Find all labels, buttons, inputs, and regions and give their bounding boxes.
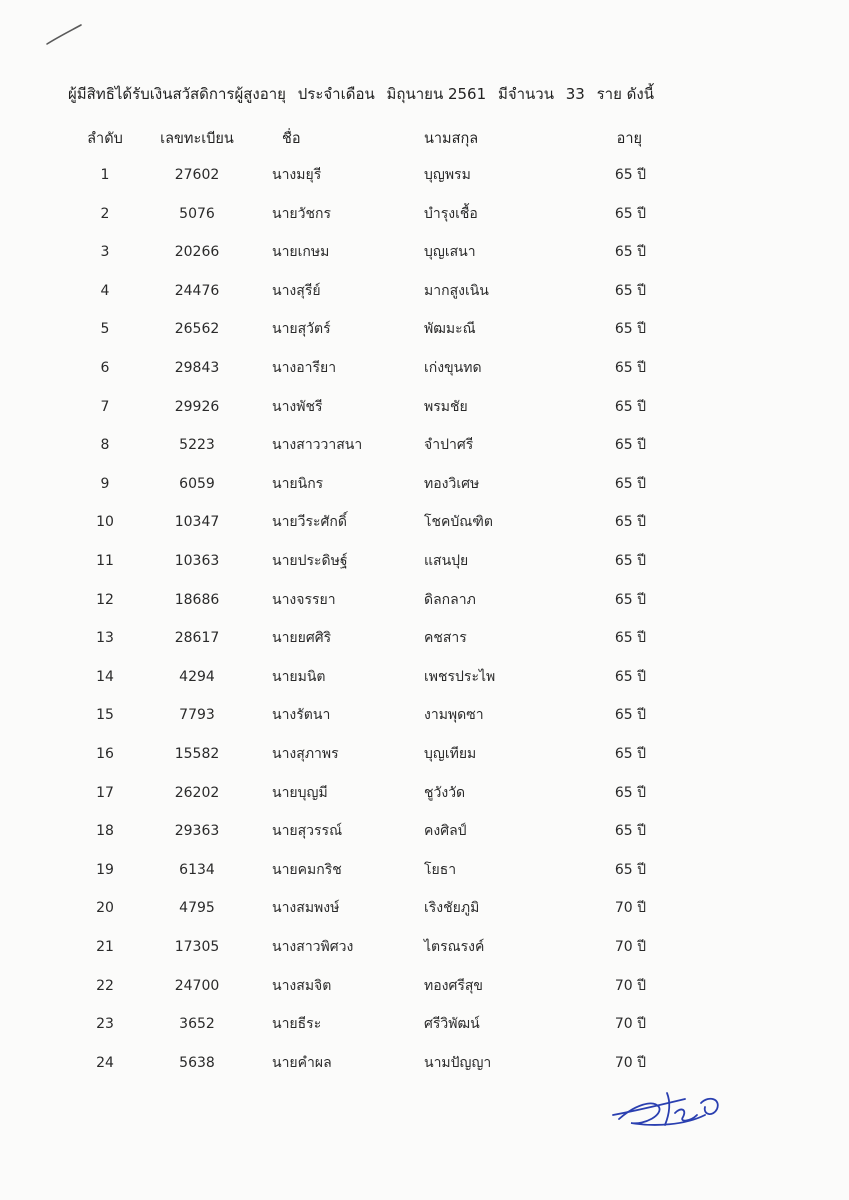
cell-no: 7 <box>100 398 110 415</box>
table-row <box>0 1012 849 1036</box>
cell-no: 23 <box>96 1016 114 1033</box>
cell-reg-id: 18686 <box>174 591 220 608</box>
cell-reg-id: 6059 <box>179 475 215 492</box>
cell-first-name: นายคมกริช <box>272 861 342 878</box>
cell-reg-id: 6134 <box>179 861 215 878</box>
cell-last-name: พรมชัย <box>424 398 468 415</box>
cell-no: 9 <box>100 475 110 492</box>
cell-reg-id: 20266 <box>174 244 220 261</box>
cell-no: 3 <box>100 244 110 261</box>
cell-age: 65 ปี <box>614 360 646 376</box>
cell-last-name: ชูวังวัด <box>424 784 466 801</box>
cell-age: 65 ปี <box>614 746 646 762</box>
table-row <box>0 472 849 496</box>
cell-reg-id: 15582 <box>174 746 220 762</box>
cell-reg-id: 10347 <box>174 514 220 531</box>
cell-last-name: เก่งขุนทด <box>424 360 482 376</box>
cell-first-name: นายยศศิริ <box>272 630 332 647</box>
cell-last-name: ทองศรีสุข <box>424 977 483 994</box>
table-row <box>0 240 849 264</box>
cell-reg-id: 27602 <box>174 167 220 183</box>
cell-first-name: นางสุรีย์ <box>272 282 321 299</box>
cell-no: 2 <box>100 205 110 222</box>
cell-first-name: นางสาวพิศวง <box>272 939 354 955</box>
table-row <box>0 1051 849 1075</box>
cell-age: 65 ปี <box>614 861 646 878</box>
cell-age: 70 ปี <box>614 977 646 994</box>
cell-reg-id: 26562 <box>174 321 220 338</box>
cell-first-name: นายเกษม <box>272 244 330 261</box>
cell-first-name: นายสุวรรณ์ <box>272 823 343 840</box>
table-row <box>0 935 849 959</box>
cell-last-name: โชคบัณฑิต <box>424 514 493 531</box>
column-header-reg-id: เลขทะเบียน <box>160 131 234 147</box>
cell-age: 65 ปี <box>614 437 646 454</box>
cell-last-name: บุญเสนา <box>424 244 476 261</box>
cell-no: 12 <box>96 591 114 608</box>
cell-first-name: นายบุญมี <box>272 784 328 801</box>
cell-last-name: คงศิลป์ <box>424 823 467 840</box>
column-header-age: อายุ <box>616 131 642 147</box>
cell-no: 24 <box>96 1054 114 1071</box>
column-header-last-name: นามสกุล <box>424 131 479 147</box>
table-row <box>0 549 849 573</box>
column-header-first-name: ชื่อ <box>282 131 301 147</box>
cell-reg-id: 3652 <box>179 1016 215 1033</box>
cell-last-name: ทองวิเศษ <box>424 475 480 492</box>
cell-last-name: นามปัญญา <box>424 1054 492 1071</box>
cell-age: 65 ปี <box>614 591 646 608</box>
table-row <box>0 974 849 998</box>
cell-reg-id: 4294 <box>179 668 215 685</box>
heading-period-label: ประจำเดือน <box>297 85 375 103</box>
table-row <box>0 395 849 419</box>
cell-first-name: นางจรรยา <box>272 591 336 608</box>
cell-reg-id: 10363 <box>174 553 220 569</box>
cell-first-name: นางสาววาสนา <box>272 437 363 454</box>
table-row <box>0 588 849 612</box>
heading-count: 33 <box>565 85 585 103</box>
heading-count-label: มีจำนวน <box>497 85 554 103</box>
cell-age: 65 ปี <box>614 398 646 415</box>
cell-age: 65 ปี <box>614 321 646 338</box>
cell-age: 70 ปี <box>614 1016 646 1033</box>
cell-last-name: ดิลกลาภ <box>424 591 476 608</box>
cell-reg-id: 28617 <box>174 630 220 647</box>
table-row <box>0 356 849 380</box>
pen-stroke-mark <box>44 22 84 48</box>
table-row <box>0 317 849 341</box>
heading-month-year: มิถุนายน 2561 <box>386 85 487 103</box>
cell-reg-id: 17305 <box>174 939 220 955</box>
table-row <box>0 510 849 534</box>
cell-reg-id: 4795 <box>179 900 215 917</box>
cell-age: 70 ปี <box>614 900 646 917</box>
cell-last-name: พัฒมะณี <box>424 321 476 338</box>
cell-age: 70 ปี <box>614 939 646 955</box>
cell-first-name: นางสุภาพร <box>272 746 339 762</box>
handwritten-signature <box>605 1085 725 1133</box>
cell-first-name: นายธีระ <box>272 1016 322 1033</box>
cell-age: 65 ปี <box>614 244 646 261</box>
cell-no: 21 <box>96 939 114 955</box>
cell-last-name: โยธา <box>424 861 457 878</box>
table-row <box>0 781 849 805</box>
heading-subject: ผู้มีสิทธิได้รับเงินสวัสดิการผู้สูงอายุ <box>68 85 286 103</box>
cell-age: 70 ปี <box>614 1054 646 1071</box>
cell-first-name: นางอารียา <box>272 360 337 376</box>
cell-reg-id: 5223 <box>179 437 215 454</box>
cell-age: 65 ปี <box>614 784 646 801</box>
cell-last-name: มากสูงเนิน <box>424 282 489 299</box>
cell-no: 17 <box>96 784 114 801</box>
cell-last-name: แสนปุย <box>424 553 469 569</box>
cell-no: 16 <box>96 746 114 762</box>
cell-last-name: บุญเทียม <box>424 746 477 762</box>
table-header-row <box>0 127 849 151</box>
cell-no: 10 <box>96 514 114 531</box>
cell-age: 65 ปี <box>614 282 646 299</box>
cell-no: 8 <box>100 437 110 454</box>
cell-first-name: นางสมพงษ์ <box>272 900 340 917</box>
cell-first-name: นางสมจิต <box>272 977 332 994</box>
document-heading <box>68 82 661 106</box>
cell-last-name: จำปาศรี <box>424 437 474 454</box>
cell-last-name: งามพุดซา <box>424 707 484 724</box>
cell-age: 65 ปี <box>614 823 646 840</box>
table-row <box>0 433 849 457</box>
cell-first-name: นายวัชกร <box>272 205 331 222</box>
cell-no: 22 <box>96 977 114 994</box>
column-header-no: ลำดับ <box>87 131 123 147</box>
table-row <box>0 665 849 689</box>
cell-reg-id: 26202 <box>174 784 220 801</box>
cell-no: 15 <box>96 707 114 724</box>
cell-no: 13 <box>96 630 114 647</box>
table-row <box>0 896 849 920</box>
table-row <box>0 858 849 882</box>
cell-reg-id: 29843 <box>174 360 220 376</box>
cell-last-name: ศรีวิพัฒน์ <box>424 1016 480 1033</box>
cell-reg-id: 24476 <box>174 282 220 299</box>
cell-age: 65 ปี <box>614 167 646 183</box>
cell-no: 11 <box>96 553 114 569</box>
heading-suffix: ราย ดังนี้ <box>596 85 654 103</box>
cell-first-name: นายประดิษฐ์ <box>272 553 348 569</box>
cell-age: 65 ปี <box>614 553 646 569</box>
cell-last-name: บำรุงเชื้อ <box>424 205 478 222</box>
cell-last-name: เริงชัยภูมิ <box>424 900 480 917</box>
table-row <box>0 279 849 303</box>
table-row <box>0 703 849 727</box>
cell-age: 65 ปี <box>614 475 646 492</box>
cell-no: 14 <box>96 668 114 685</box>
cell-reg-id: 29926 <box>174 398 220 415</box>
cell-no: 4 <box>100 282 110 299</box>
cell-last-name: เพชรประไพ <box>424 668 496 685</box>
table-row <box>0 163 849 187</box>
cell-age: 65 ปี <box>614 630 646 647</box>
cell-age: 65 ปี <box>614 205 646 222</box>
cell-no: 19 <box>96 861 114 878</box>
cell-first-name: นายนิกร <box>272 475 324 492</box>
cell-first-name: นายคำผล <box>272 1054 332 1071</box>
cell-no: 1 <box>100 167 110 183</box>
cell-no: 18 <box>96 823 114 840</box>
table-row <box>0 742 849 766</box>
cell-first-name: นายมนิต <box>272 668 326 685</box>
cell-reg-id: 24700 <box>174 977 220 994</box>
cell-reg-id: 29363 <box>174 823 220 840</box>
cell-last-name: ไตรณรงค์ <box>424 939 485 955</box>
cell-last-name: บุญพรม <box>424 167 471 183</box>
table-row <box>0 819 849 843</box>
table-row <box>0 626 849 650</box>
cell-first-name: นายวีระศักดิ์ <box>272 514 347 531</box>
cell-reg-id: 7793 <box>179 707 215 724</box>
table-row <box>0 202 849 226</box>
cell-last-name: คชสาร <box>424 630 467 647</box>
cell-first-name: นางพัชรี <box>272 398 323 415</box>
cell-age: 65 ปี <box>614 707 646 724</box>
cell-no: 6 <box>100 360 110 376</box>
cell-first-name: นางรัตนา <box>272 707 331 724</box>
cell-reg-id: 5638 <box>179 1054 215 1071</box>
cell-age: 65 ปี <box>614 514 646 531</box>
cell-reg-id: 5076 <box>179 205 215 222</box>
cell-no: 20 <box>96 900 114 917</box>
cell-first-name: นายสุวัตร์ <box>272 321 331 338</box>
cell-no: 5 <box>100 321 110 338</box>
cell-age: 65 ปี <box>614 668 646 685</box>
cell-first-name: นางมยุรี <box>272 167 322 183</box>
